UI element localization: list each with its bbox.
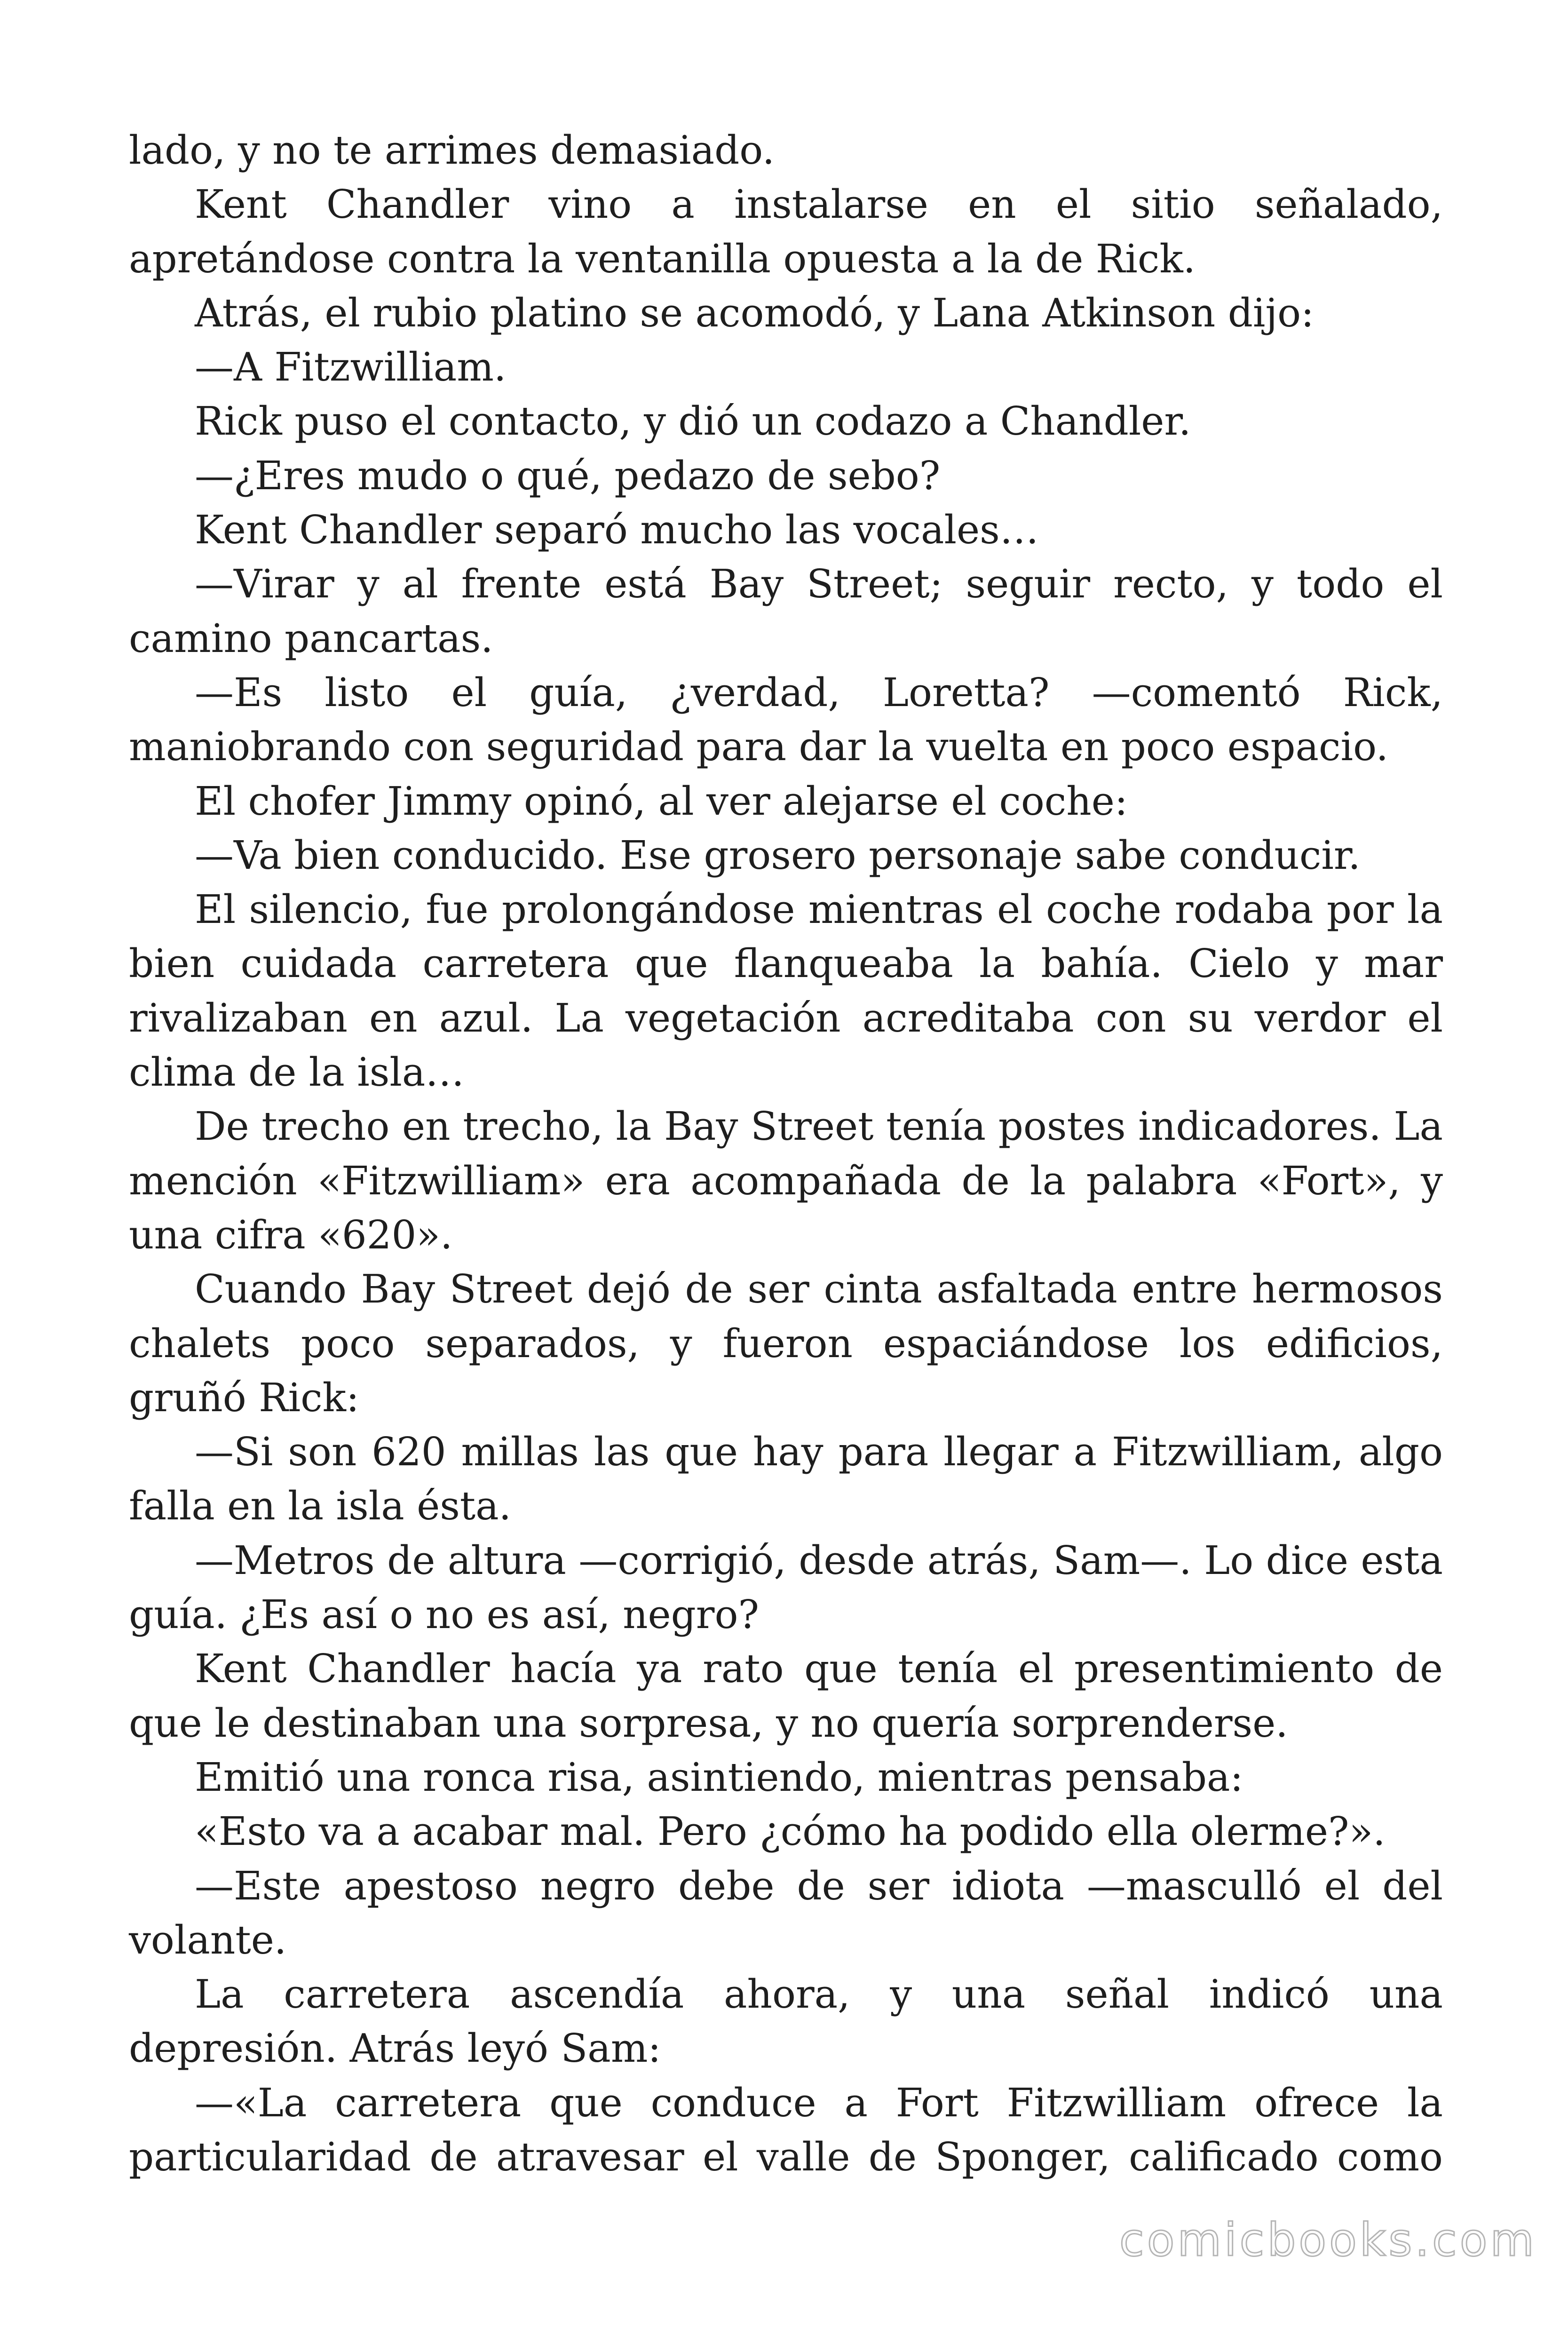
paragraph: Kent Chandler vino a instalarse en el sitio señalado, apretándose contra la ventanilla opuesta a la de Rick. <box>129 182 1443 282</box>
paragraph: —«La carretera que conduce a Fort Fitzwilliam ofrece la particularidad de atravesar el valle de Sponger, calificado como <box>129 2080 1443 2180</box>
paragraph: —Virar y al frente está Bay Street; seguir recto, y todo el camino pancartas. <box>129 561 1443 661</box>
paragraph: —¿Eres mudo o qué, pedazo de sebo? <box>195 453 941 499</box>
paragraph: —Va bien conducido. Ese grosero personaje sabe conducir. <box>195 832 1361 878</box>
paragraph: El silencio, fue prolongándose mientras el coche rodaba por la bien cuidada carretera que flanqueaba la bahía. Cielo y mar rivalizaban en azul. La vegetación acreditaba con su verdor el clima de la isla… <box>129 887 1443 1096</box>
body-text <box>129 123 1443 2184</box>
paragraph: —Es listo el guía, ¿verdad, Loretta? —comentó Rick, maniobrando con seguridad para dar la vuelta en poco espacio. <box>129 669 1443 770</box>
paragraph: Kent Chandler hacía ya rato que tenía el presentimiento de que le destinaban una sorpresa, y no quería sorprenderse. <box>129 1646 1443 1746</box>
paragraph: La carretera ascendía ahora, y una señal indicó una depresión. Atrás leyó Sam: <box>129 1971 1443 2072</box>
paragraph: El chofer Jimmy opinó, al ver alejarse el coche: <box>195 778 1128 824</box>
paragraph: —A Fitzwilliam. <box>195 344 507 390</box>
paragraph: —Si son 620 millas las que hay para llegar a Fitzwilliam, algo falla en la isla ésta. <box>129 1429 1443 1529</box>
paragraph: De trecho en trecho, la Bay Street tenía postes indicadores. La mención «Fitzwilliam» era acompañada de la palabra «Fort», y una cifra «620». <box>129 1104 1443 1258</box>
paragraph: Cuando Bay Street dejó de ser cinta asfaltada entre hermosos chalets poco separados, y fueron espaciándose los edificios, gruñó Rick: <box>129 1266 1443 1421</box>
paragraph: Rick puso el contacto, y dió un codazo a Chandler. <box>195 398 1191 445</box>
paragraph: Kent Chandler separó mucho las vocales… <box>195 507 1039 553</box>
paragraph: «Esto va a acabar mal. Pero ¿cómo ha podido ella olerme?». <box>195 1809 1386 1855</box>
paragraph: Emitió una ronca risa, asintiendo, mientras pensaba: <box>195 1754 1243 1800</box>
paragraph: —Metros de altura —corrigió, desde atrás, Sam—. Lo dice esta guía. ¿Es así o no es así, negro? <box>129 1537 1443 1638</box>
watermark: comicbooks.com <box>1119 2214 1537 2266</box>
paragraph: lado, y no te arrimes demasiado. <box>129 127 775 173</box>
paragraph: Atrás, el rubio platino se acomodó, y Lana Atkinson dijo: <box>195 290 1315 336</box>
paragraph: —Este apestoso negro debe de ser idiota —masculló el del volante. <box>129 1863 1443 1963</box>
